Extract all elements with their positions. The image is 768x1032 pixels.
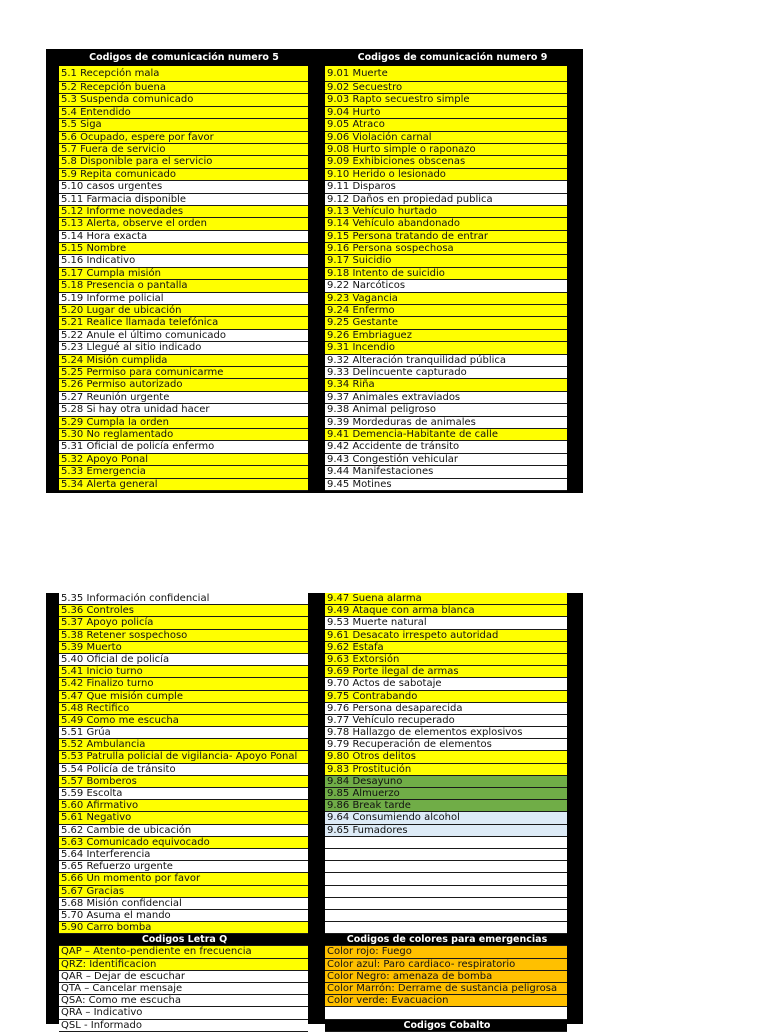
code-row: 5.15 Nombre <box>59 243 308 255</box>
code-row: 5.36 Controles <box>59 605 308 617</box>
code-row: 9.53 Muerte natural <box>325 617 567 629</box>
code-row: 9.34 Riña <box>325 379 567 391</box>
code-row: 5.37 Apoyo policía <box>59 617 308 629</box>
code-row: 9.39 Mordeduras de animales <box>325 417 567 429</box>
code-row: 9.16 Persona sospechosa <box>325 243 567 255</box>
code-row: 9.78 Hallazgo de elementos explosivos <box>325 727 567 739</box>
code-row: 9.24 Enfermo <box>325 305 567 317</box>
code-row: 9.49 Ataque con arma blanca <box>325 605 567 617</box>
code-row: 5.16 Indicativo <box>59 255 308 267</box>
section-header: Codigos Cobalto <box>325 1020 567 1032</box>
code-row: 9.15 Persona tratando de entrar <box>325 231 567 243</box>
code-row: 9.41 Demencia-Habitante de calle <box>325 429 567 441</box>
code-row: 9.42 Accidente de tránsito <box>325 441 567 453</box>
code-row: 9.32 Alteración tranquilidad pública <box>325 355 567 367</box>
code-row: 9.13 Vehículo hurtado <box>325 206 567 218</box>
code-row: 5.57 Bomberos <box>59 776 308 788</box>
code-row: 5.31 Oficial de policía enfermo <box>59 441 308 453</box>
code-row: 5.62 Cambie de ubicación <box>59 825 308 837</box>
code-row: 9.18 Intento de suicidio <box>325 268 567 280</box>
code-row: 9.33 Delincuente capturado <box>325 367 567 379</box>
header-codigos-9: Codigos de comunicación numero 9 <box>357 52 548 63</box>
code-row: 5.3 Suspenda comunicado <box>59 94 308 106</box>
code-row: 9.75 Contrabando <box>325 691 567 703</box>
code-row: 5.67 Gracias <box>59 886 308 898</box>
code-row: 5.63 Comunicado equivocado <box>59 837 308 849</box>
code-row: 9.22 Narcóticos <box>325 280 567 292</box>
code-row: 5.11 Farmacia disponible <box>59 194 308 206</box>
code-row: QAR – Dejar de escuchar <box>59 971 308 983</box>
code-row: QAP – Atento-pendiente en frecuencia <box>59 946 308 958</box>
code-row: 5.29 Cumpla la orden <box>59 417 308 429</box>
code-row: 5.5 Siga <box>59 119 308 131</box>
code-row: 9.80 Otros delitos <box>325 751 567 763</box>
empty-cell <box>325 873 567 885</box>
code-row: Color verde: Evacuacion <box>325 995 567 1007</box>
code-row: 9.45 Motines <box>325 479 567 491</box>
code-row: 5.27 Reunión urgente <box>59 392 308 404</box>
code-row: Color Negro: amenaza de bomba <box>325 971 567 983</box>
header-codigos-5: Codigos de comunicación numero 5 <box>89 52 279 63</box>
code-row: 9.06 Violación carnal <box>325 132 567 144</box>
code-row: 9.65 Fumadores <box>325 825 567 837</box>
code-row: 5.26 Permiso autorizado <box>59 379 308 391</box>
empty-cell <box>325 886 567 898</box>
code-row: 5.52 Ambulancia <box>59 739 308 751</box>
code-row: 5.28 Si hay otra unidad hacer <box>59 404 308 416</box>
code-row: 5.53 Patrulla policial de vigilancia- Apoyo Ponal <box>59 751 308 763</box>
table-header <box>46 49 583 66</box>
code-row: 5.24 Misión cumplida <box>59 355 308 367</box>
code-row: 5.34 Alerta general <box>59 479 308 491</box>
code-row: 9.77 Vehículo recuperado <box>325 715 567 727</box>
code-row: Color rojo: Fuego <box>325 946 567 958</box>
code-row: 5.4 Entendido <box>59 107 308 119</box>
code-row: 9.70 Actos de sabotaje <box>325 678 567 690</box>
code-row: 5.41 Inicio turno <box>59 666 308 678</box>
code-row: QSA: Como me escucha <box>59 995 308 1007</box>
code-row: 9.62 Estafa <box>325 642 567 654</box>
code-row: 9.31 Incendio <box>325 342 567 354</box>
empty-cell <box>325 898 567 910</box>
code-row: 9.03 Rapto secuestro simple <box>325 94 567 106</box>
code-row: 9.86 Break tarde <box>325 800 567 812</box>
code-row: 5.59 Escolta <box>59 788 308 800</box>
code-row: 5.90 Carro bomba <box>59 922 308 934</box>
code-row: 9.61 Desacato irrespeto autoridad <box>325 630 567 642</box>
code-row: 9.63 Extorsión <box>325 654 567 666</box>
code-row: 9.14 Vehículo abandonado <box>325 218 567 230</box>
code-row: 9.05 Atraco <box>325 119 567 131</box>
code-row: 5.65 Refuerzo urgente <box>59 861 308 873</box>
code-row: 9.38 Animal peligroso <box>325 404 567 416</box>
code-row: 5.66 Un momento por favor <box>59 873 308 885</box>
code-row: 9.26 Embriaguez <box>325 330 567 342</box>
code-row: 5.51 Grúa <box>59 727 308 739</box>
code-row: QRA – Indicativo <box>59 1007 308 1019</box>
code-row: 9.17 Suicidio <box>325 255 567 267</box>
column-codigos-5 <box>59 66 308 491</box>
code-row: 5.68 Misión confidencial <box>59 898 308 910</box>
code-row: 5.35 Información confidencial <box>59 593 308 605</box>
column-codigos-9 <box>325 66 567 491</box>
code-row: 9.23 Vagancia <box>325 293 567 305</box>
code-row: 5.23 Llegué al sitio indicado <box>59 342 308 354</box>
empty-cell <box>325 1007 567 1019</box>
empty-cell <box>325 910 567 922</box>
code-row: 5.33 Emergencia <box>59 466 308 478</box>
section-header: Codigos de colores para emergencias <box>325 934 567 946</box>
code-row: 5.25 Permiso para comunicarme <box>59 367 308 379</box>
column-codigos-5-q <box>59 593 308 1032</box>
code-row: 5.1 Recepción mala <box>59 66 308 82</box>
code-row: 9.37 Animales extraviados <box>325 392 567 404</box>
code-row: 9.69 Porte ilegal de armas <box>325 666 567 678</box>
code-row: 5.39 Muerto <box>59 642 308 654</box>
code-row: 9.12 Daños en propiedad publica <box>325 194 567 206</box>
code-row: 9.47 Suena alarma <box>325 593 567 605</box>
code-row: 9.11 Disparos <box>325 181 567 193</box>
code-row: QRZ: Identificacion <box>59 959 308 971</box>
code-row: 5.49 Como me escucha <box>59 715 308 727</box>
code-row: 9.85 Almuerzo <box>325 788 567 800</box>
code-row: 5.38 Retener sospechoso <box>59 630 308 642</box>
code-row: QTA – Cancelar mensaje <box>59 983 308 995</box>
code-row: 9.64 Consumiendo alcohol <box>325 812 567 824</box>
code-row: 5.2 Recepción buena <box>59 82 308 94</box>
code-row: 5.22 Anule el último comunicado <box>59 330 308 342</box>
code-row: 9.84 Desayuno <box>325 776 567 788</box>
empty-cell <box>325 861 567 873</box>
empty-cell <box>325 922 567 934</box>
code-row: 5.12 Informe novedades <box>59 206 308 218</box>
code-row: Color azul: Paro cardiaco- respiratorio <box>325 959 567 971</box>
code-row: 5.20 Lugar de ubicación <box>59 305 308 317</box>
code-row: 5.32 Apoyo Ponal <box>59 454 308 466</box>
code-row: 5.9 Repita comunicado <box>59 169 308 181</box>
code-row: QSL - Informado <box>59 1020 308 1032</box>
code-row: 5.10 casos urgentes <box>59 181 308 193</box>
code-row: 5.14 Hora exacta <box>59 231 308 243</box>
code-row: 9.83 Prostitución <box>325 764 567 776</box>
code-row: 5.54 Policía de tránsito <box>59 764 308 776</box>
code-row: 9.10 Herido o lesionado <box>325 169 567 181</box>
code-row: 9.79 Recuperación de elementos <box>325 739 567 751</box>
code-row: 5.7 Fuera de servicio <box>59 144 308 156</box>
code-row: 5.6 Ocupado, espere por favor <box>59 132 308 144</box>
code-row: 9.76 Persona desaparecida <box>325 703 567 715</box>
code-row: 5.19 Informe policial <box>59 293 308 305</box>
code-row: 5.30 No reglamentado <box>59 429 308 441</box>
code-row: 9.04 Hurto <box>325 107 567 119</box>
code-row: 5.40 Oficial de policía <box>59 654 308 666</box>
section-header: Codigos Letra Q <box>59 934 308 946</box>
column-codigos-9-colores <box>325 593 567 1032</box>
code-row: 5.42 Finalizo turno <box>59 678 308 690</box>
code-row: 9.44 Manifestaciones <box>325 466 567 478</box>
code-row: Color Marrón: Derrame de sustancia peligrosa <box>325 983 567 995</box>
code-row: 9.25 Gestante <box>325 317 567 329</box>
code-row: 5.47 Que misión cumple <box>59 691 308 703</box>
empty-cell <box>325 837 567 849</box>
empty-cell <box>325 849 567 861</box>
code-row: 9.09 Exhibiciones obscenas <box>325 156 567 168</box>
code-row: 5.70 Asuma el mando <box>59 910 308 922</box>
code-row: 5.8 Disponible para el servicio <box>59 156 308 168</box>
code-row: 9.08 Hurto simple o raponazo <box>325 144 567 156</box>
code-row: 9.43 Congestión vehicular <box>325 454 567 466</box>
code-row: 9.01 Muerte <box>325 66 567 82</box>
code-row: 5.48 Rectifico <box>59 703 308 715</box>
code-row: 5.17 Cumpla misión <box>59 268 308 280</box>
table-continuacion <box>46 593 583 1031</box>
code-row: 5.60 Afirmativo <box>59 800 308 812</box>
code-row: 9.02 Secuestro <box>325 82 567 94</box>
code-row: 5.18 Presencia o pantalla <box>59 280 308 292</box>
code-row: 5.61 Negativo <box>59 812 308 824</box>
table-numero-5-9 <box>46 49 583 493</box>
code-row: 5.64 Interferencia <box>59 849 308 861</box>
code-row: 5.13 Alerta, observe el orden <box>59 218 308 230</box>
code-row: 5.21 Realice llamada telefónica <box>59 317 308 329</box>
